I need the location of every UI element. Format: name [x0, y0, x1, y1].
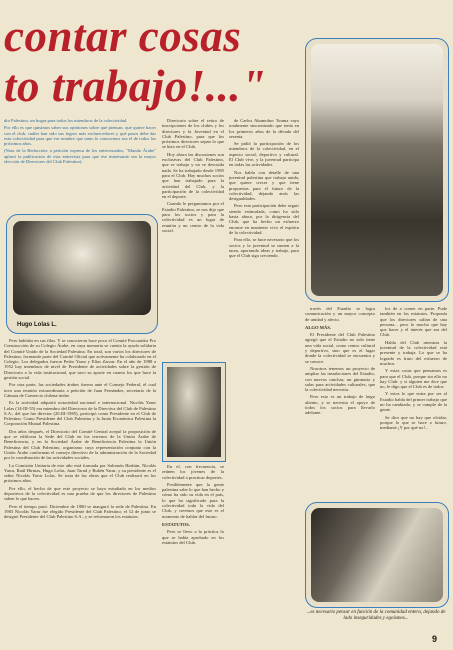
small-photo-frame — [162, 362, 226, 462]
large-photo-frame — [305, 38, 449, 302]
article-paragraph: Y estos lo que entra por ser al Estadio habla del primer trabajo que no ha cambiado, y se cumple de la gente. — [380, 391, 447, 413]
article-paragraph: Por ello, el hecho de que este proyecto se haya estudiado en los medios deportivos de la colectividad es una prueba de que los directores de Palestino saben lo que hacen. — [4, 485, 156, 502]
far-right-article-column — [380, 306, 447, 500]
article-paragraph: Pero esto es un trabajo de largo aliento, y se necesita el apoyo de todos los socios para llevarlo adelante. — [305, 394, 375, 416]
intro-paragraph: Por ello es que quisimos saber sus opiniones sobre qué piensan, qué quiere hacer con el club, cuáles han sido sus logros más esclarecedores y qué pasos debe dar esta colectividad para que ese nombre que tanto le conocemos sea el de todos los próximos años. — [4, 125, 156, 147]
bottom-photo-frame — [305, 502, 449, 608]
article-paragraph: Posiblemente que la gente palestina sabe lo que han hecho y cómo ha sido su vida en el país, lo que ha significado para la colectividad toda la vida del Club, y creemos que este es el momento de hablar del futuro. — [162, 481, 224, 519]
article-paragraph: Es la actividad adquirió notoriedad nacional e internacional. Nicolás Yarur Lolas (14-III-55) era miembro del Directorio de la Directiva del Club de Palestino S.A.; del que fue director (20.III-1985), participó como Presidente en el Club de Palestino. Como Presidente del Club Palestino y la Junta Económica Palestina la Corporación Mutual Palestina. — [4, 400, 156, 427]
article-paragraph: Hoy ahora las discusiones son exclusivas del Club Palestino, que se trabaja y no se descuida nada. Se ha trabajado desde 1985 para el Club. Hay muchos socios que han trabajado para la actividad del Club, y la participación de la colectividad en el deporte. — [162, 151, 224, 200]
page-number: 9 — [432, 634, 438, 644]
article-paragraph: Nos habla con detalle de una juventud palestina que trabaja unida, que quiere crecer y que tiene propuestas para el futuro de la colectividad, dejando atrás las desigualdades. — [229, 169, 299, 202]
bottom-photo-caption: ...es necesario pensar en función de la comunidad entera, dejando de lado inseguridades y egoísmos... — [306, 610, 446, 621]
middle-article-column-a — [162, 118, 224, 358]
small-photo-image — [167, 367, 221, 457]
headline-line-2: to trabajo!..." — [4, 61, 267, 111]
article-paragraph: Pero esta participación debe seguir siendo estimulada, como ha sido hasta ahora, por la dirigencia del Club, que ha hecho un esfuerzo enorme en mantener vivo el espíritu de la colectividad. — [229, 203, 299, 235]
large-photo-image — [311, 44, 443, 296]
article-paragraph: El Presidente del Club Palestino agregó que el Estadio no solo tiene una vida social, como centro cultural y deportivo, sino que es el lugar donde la colectividad se encuentra y se conoce. — [305, 332, 375, 364]
middle-article-column-b — [229, 118, 299, 644]
article-paragraph: los de a comer en parte. Pude también en los estatutos. Proponía que los directores salían de una persona... pero lo mucho que hay que hacer y el interés que sea del Club. — [380, 306, 447, 338]
headline-line-1: contar cosas — [4, 11, 242, 61]
intro-text — [4, 118, 156, 206]
article-paragraph: través del Estadio se logra comunicación y un mayor concepto de unidad y afecto. — [305, 306, 375, 322]
article-paragraph: de Carlos Abumohor Touma vaya totalmente sincronizado que tenía en los primeros años de la década del sesenta. — [229, 118, 299, 139]
article-paragraph: Cuando le preguntamos por el Estadio Palestino, se nos dijo que para los socios y para la colectividad es un lugar de reunión y un centro de la vida social. — [162, 201, 224, 233]
article-paragraph: Pero el tiempo pasó. Diciembre de 1980 se inauguró la sede de Palestino. En 1983 Nicolás Yarur fue elegido Presidente del Club Palestino; el 12 de junio se designó Presidente del Club Palestino S.A., y se reformaron los estatutos. — [4, 503, 156, 520]
intro-paragraph: (Nota de la Redacción: a petición expresa de los entrevistados, "Mundo Árabe" aplazó la publicación de esta entrevista para que ése interesante sea la mayor elección de Directores del Club Palestino). — [4, 148, 156, 165]
article-paragraph: Pero hablaba en sus filas. Y se conocieron hace poco el Comité Procurador Pro Construcción de su Colegio Árabe, en cuya memoria se cuenta la ayuda solidaria del Comité Unido de la Sociedad Palestina. En total, son varios los directores de Palestino, formando parte del Comité Oficial que activamente ha colaborado en el Colegio. Los delegados fueron Pedro Yarur y Elías Zarzar. En el año de 1988 a 1952 hay miembros de nivel de Presidente de actividades sobre la gestión de Directorio a la vida institucional, que tuvo su aporte en cuanto los que hace la gestión social. — [4, 338, 156, 381]
article-paragraph: Nosotros tenemos un proyecto de ampliar las instalaciones del Estadio, con nuevas canchas, un gimnasio y salas para actividades culturales, que la colectividad necesita. — [305, 365, 375, 393]
portrait-photo-frame — [6, 214, 158, 334]
portrait-caption: Hugo Lolas L. — [17, 322, 57, 328]
left-article-column — [4, 338, 156, 644]
article-paragraph: Dos años después, el Directorio del Comité Central aceptó la proposición de que se edificara la Sede del Club en los terrenos de la Unión Árabe de Beneficencia, y en la Sociedad Árabe de Beneficencia Palestina la Unión Palestina del Club Palestino, organismo cuya representación conjunta con la Unión Árabe conforman el consejo directivo de la administración de la Sociedad por la coordinación de las actividades sociales. — [4, 428, 156, 461]
article-paragraph: La Comisión Unitaria de este año está formada por Salomón Hasbún, Nicolás Yarur, Raúl Hirmas, Hugo Lolas, Juan Tarud y Rubén Yarur, y su presidente es el señor Nicolás Yarur Lolas. Se trata de las obras que el Club realizará en los próximos años. — [4, 462, 156, 484]
intro-paragraph: dio Palestino, un hogar para todos los miembros de la colectividad. — [4, 118, 128, 123]
article-paragraph: Habla del Club mientras la juventud de la colectividad está presente y trabaja. Lo que se ha logrado es fruto del esfuerzo de muchos. — [380, 339, 447, 366]
article-paragraph: Se dice que no hay que olvidar, porque lo que se hace a futuro, mediante ¡Y por qué no!... — [380, 414, 447, 431]
bottom-photo-image — [311, 508, 443, 602]
article-paragraph: Directorio sobre el retiro de inscripciones de los clubes y los directores y la Juventud en el Club Palestino, para que los próximos directores sepan lo que se hizo en el Club. — [162, 118, 224, 150]
portrait-image — [13, 221, 151, 315]
article-paragraph: En el, con frecuencia, se reúnen los jóvenes de la colectividad a practicar deportes. — [162, 464, 224, 480]
article-paragraph: Se pidió la participación de los miembros de la colectividad, en el aspecto social, deportivo y cultural. El Club vive, y la juventud participa en todas las actividades. — [229, 141, 299, 168]
article-paragraph: Y estas cosas que pensamos es para que el Club, porque sin ello no hay Club: y si alguien me dice que no, le digo que el Club es de todos. — [380, 368, 447, 390]
article-paragraph: Pero se llevo a la práctica lo que se había aprobado en los estatutos del Club. — [162, 529, 224, 545]
middle-article-column-a-lower — [162, 464, 224, 644]
section-heading: ALGO MÁS. — [305, 324, 332, 330]
section-heading: ESTATUTOS. — [162, 521, 190, 527]
article-paragraph: Por otra parte, las sociedades árabes fueron ante el Consejo Federal, el cual tuvo una reunión extraordinaria a petición de Juan Fernández, secretario de la Cámara de Comercio chilena-árabe. — [4, 382, 156, 398]
article-paragraph: Para ello, se hace necesario que los socios y la juventud se sumen a la tarea, aportando ideas y trabajo, para que el Club siga creciendo. — [229, 237, 299, 259]
